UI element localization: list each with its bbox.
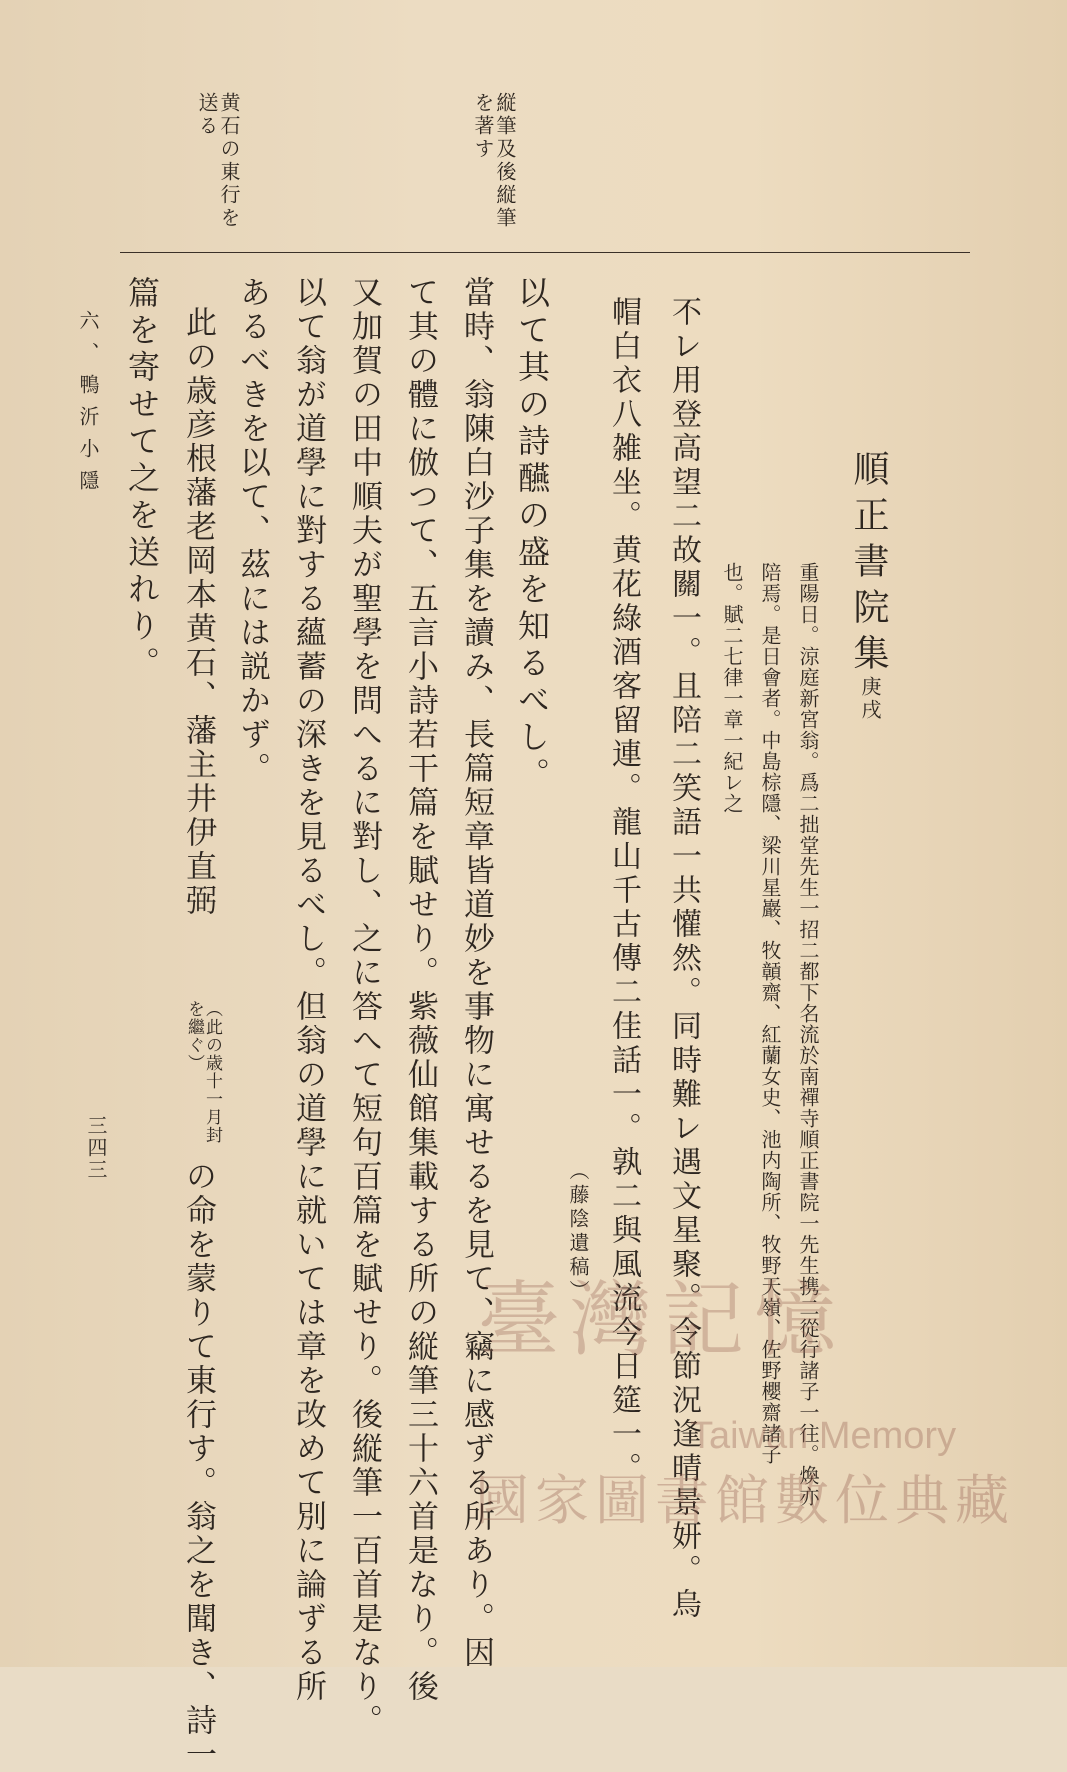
body-line: 又加賀の田中順夫が聖學を問へるに對し、之に答へて短句百篇を賦せり。後縦筆一百首是なり。 xyxy=(346,276,382,1738)
watermark-english: Taiwan Memory xyxy=(690,1415,957,1457)
body-line-seg-b: の命を蒙りて東行す。翁之を聞き、詩一 xyxy=(180,1160,216,1772)
poem-line: 不レ用登高望二故關一。且陪二笑語一共懽然。同時難レ遇文星聚。令節況逢晴景妍。烏 xyxy=(666,296,701,1622)
preface-line: 陪焉。是日會者。中島棕隱、梁川星巖、牧贑齋、紅蘭女史、池内陶所、牧野天嶺、佐野櫻齋諸子 xyxy=(758,562,782,1465)
header-rule xyxy=(120,252,970,253)
preface-line: 也。賦二七律一章一紀レ之 xyxy=(720,562,744,814)
body-line: て其の體に倣つて、五言小詩若干篇を賦せり。紫薇仙館集載する所の縦筆三十六首是なり。後 xyxy=(402,276,438,1704)
page-title: 順正書院集 xyxy=(848,450,889,680)
margin-note-jyuhitsu: 縦筆及後縦筆を著す xyxy=(471,92,517,230)
body-line-seg-a: 此の歳彦根藩老岡本黄石、藩主井伊直弼 xyxy=(180,306,216,918)
page-number: 三四三 xyxy=(84,1115,108,1181)
watermark-library: 國家圖書館數位典藏 xyxy=(475,1469,1015,1532)
watermark-main: 臺灣記憶 xyxy=(478,1273,847,1368)
poem-attribution: （藤陰遺稿） xyxy=(566,1160,590,1304)
body-line: 以て其の詩醼の盛を知るべし。 xyxy=(513,276,551,794)
body-line: あるべきを以て、茲には説かず。 xyxy=(234,276,270,786)
inline-note: （此の歳十一月封を繼ぐ） xyxy=(184,1000,222,1144)
body-line: 篇を寄せて之を送れり。 xyxy=(123,276,161,683)
preface-line: 重陽日。涼庭新宮翁。爲二拙堂先生一招二都下名流於南禪寺順正書院一先生携二從行諸子一往。煥亦 xyxy=(796,562,820,1507)
poem-line: 帽白衣八雑坐。黄花綠酒客留連。龍山千古傳二佳話一。孰二與風流今日筵一。 xyxy=(606,296,641,1486)
body-line: 當時、翁陳白沙子集を讀み、長篇短章皆道妙を事物に寓せるを見て、竊に感ずる所あり。因 xyxy=(458,276,494,1670)
title-year-tag: 庚戌 xyxy=(858,676,882,722)
margin-note-koseki: 黄石の東行を送る xyxy=(195,92,241,230)
running-chapter-title: 六、鴨沂小隱 xyxy=(76,310,100,502)
body-line: 以て翁が道學に對する蘊蓄の深きを見るべし。但翁の道學に就いては章を改めて別に論ずる所 xyxy=(290,276,326,1704)
